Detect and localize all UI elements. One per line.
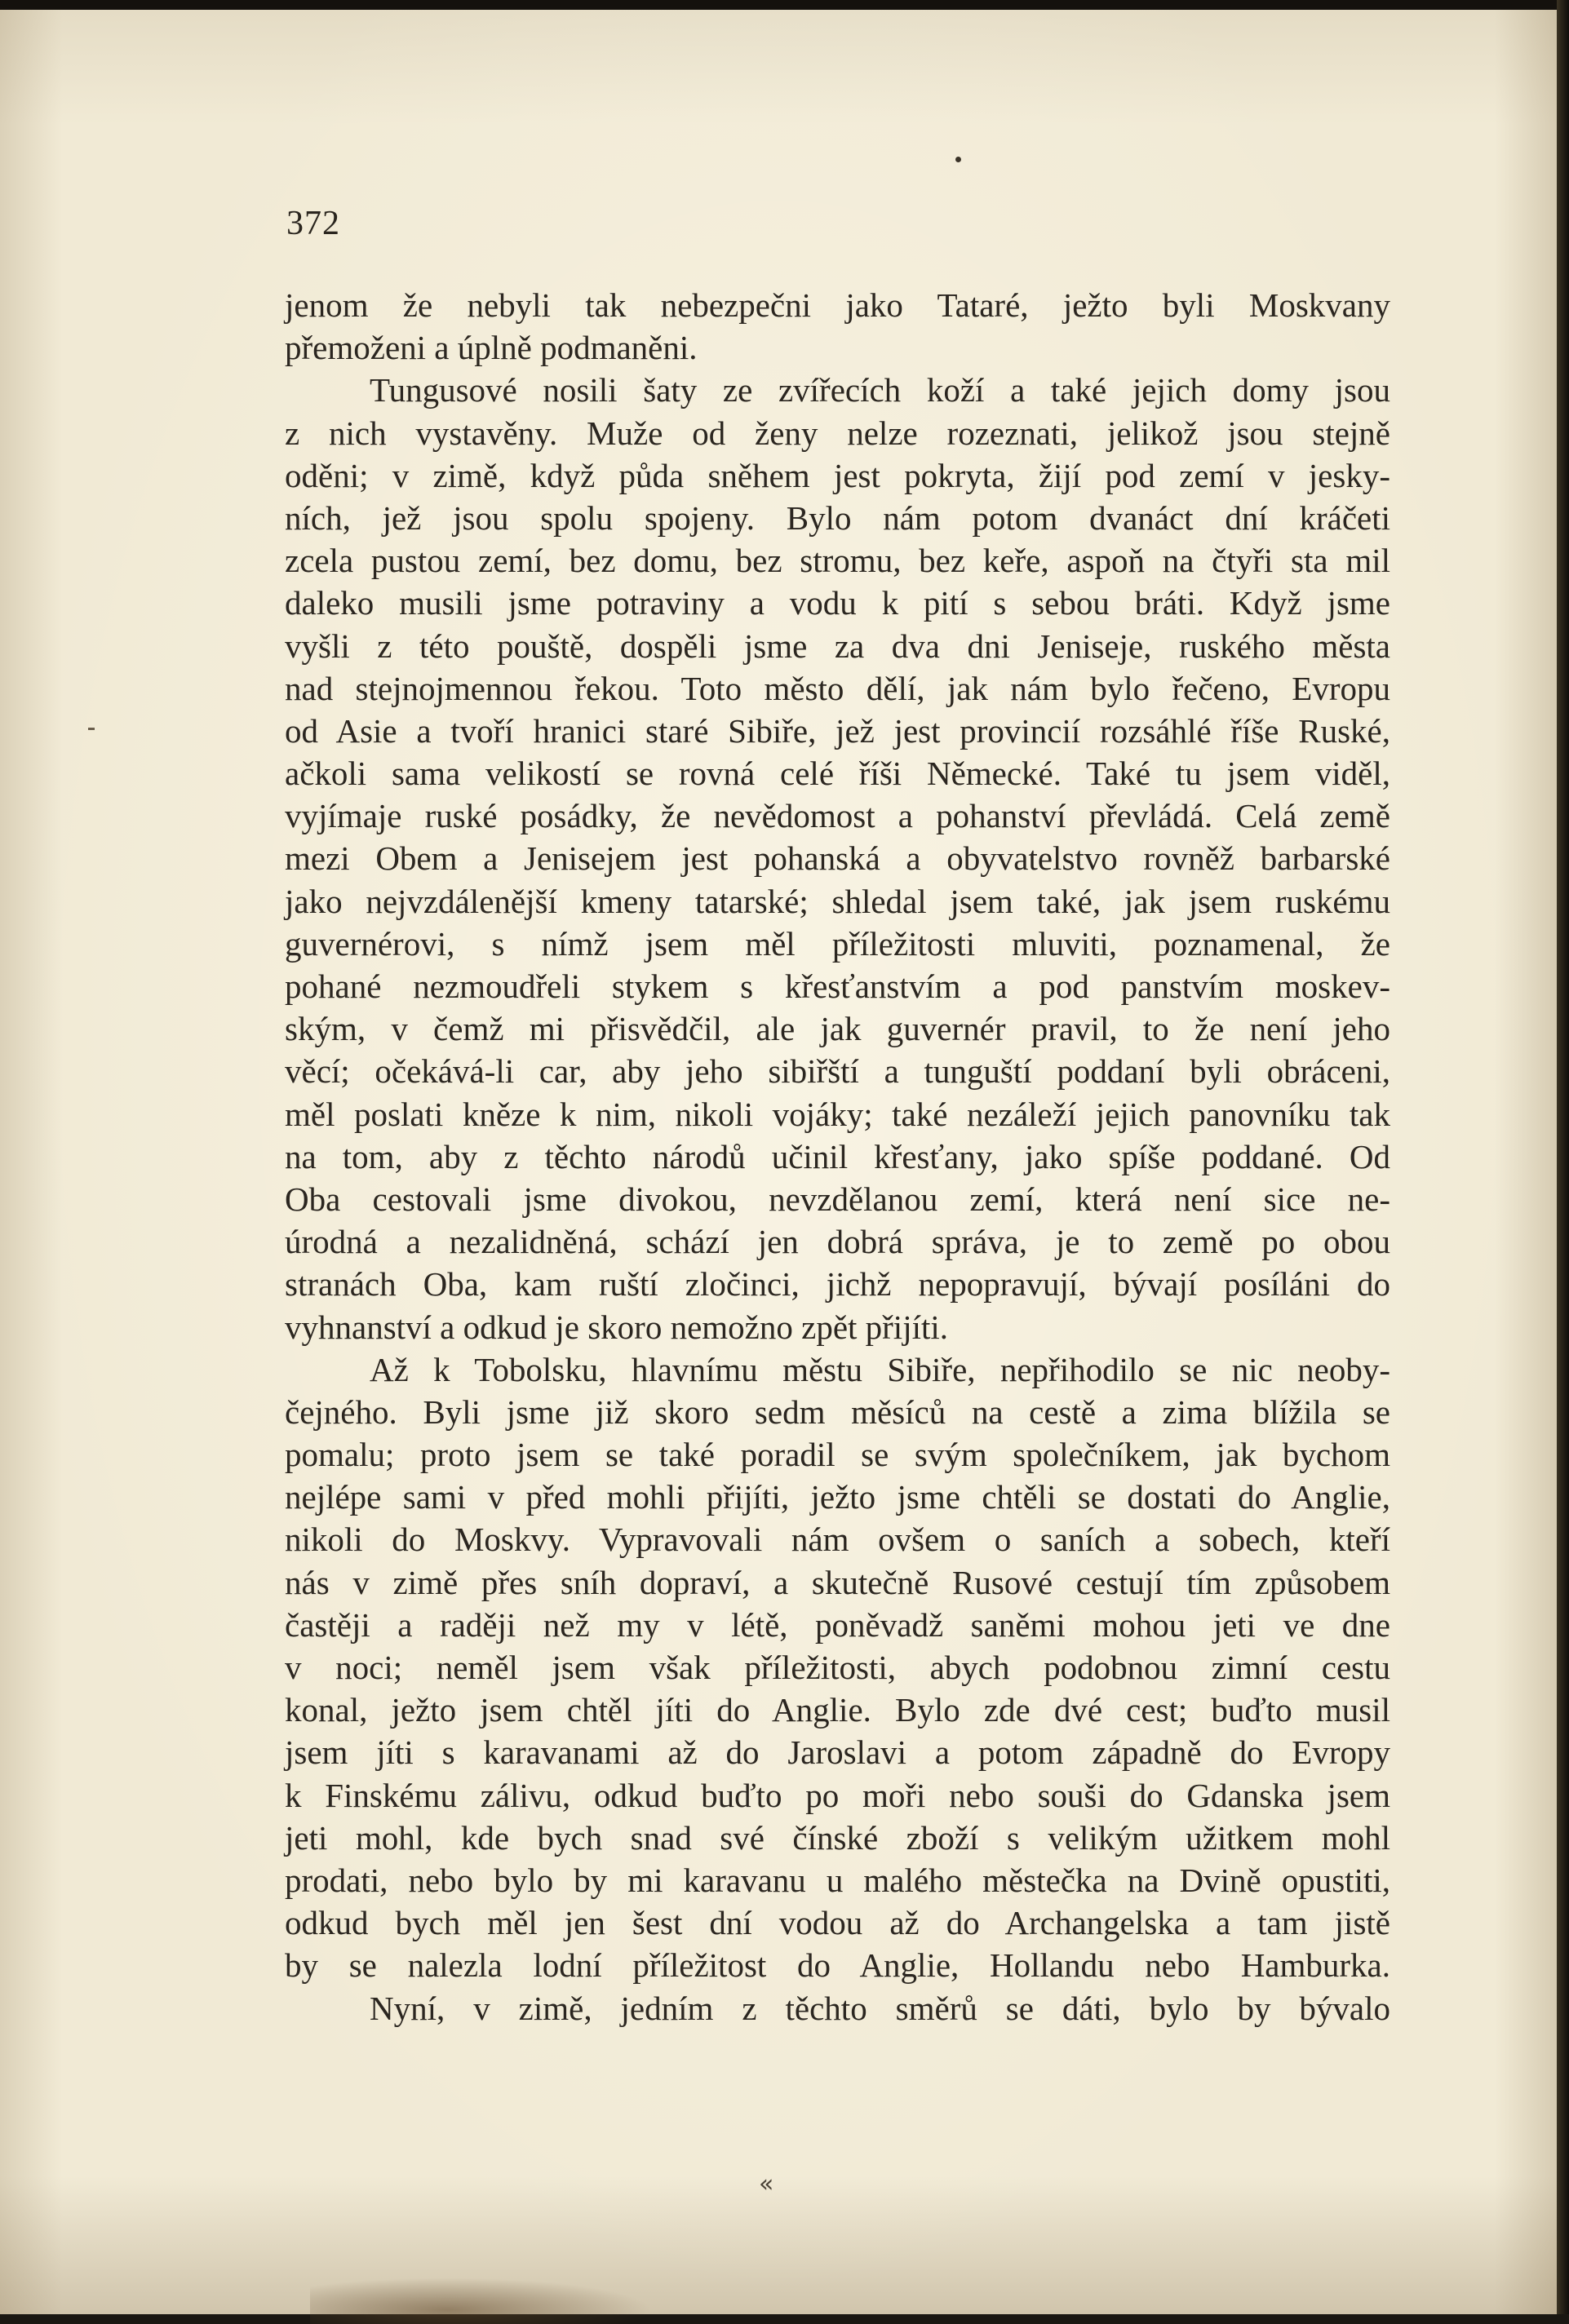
text-line: čejného. Byli jsme již skoro sedm měsíců na cestě a zima blížila se xyxy=(285,1392,1390,1431)
text-line: Až k Tobolsku, hlavnímu městu Sibiře, nepřihodilo se nic neoby- xyxy=(370,1350,1390,1388)
text-line: jako nejvzdálenější kmeny tatarské; shledal jsem také, jak jsem ruskému xyxy=(285,882,1390,920)
body-text xyxy=(285,284,1390,2030)
text-line: nejlépe sami v před mohli přijíti, ježto jsme chtěli se dostati do Anglie, xyxy=(285,1478,1390,1516)
text-line: z nich vystavěny. Muže od ženy nelze rozeznati, jelikož jsou stejně xyxy=(285,414,1390,452)
text-line: mezi Obem a Jenisejem jest pohanská a obyvatelstvo rovněž barbarské xyxy=(285,839,1390,878)
text-line: prodati, nebo bylo by mi karavanu u malého městečka na Dvině opustiti, xyxy=(285,1861,1390,1899)
book-page xyxy=(0,10,1557,2314)
page-smudge xyxy=(310,2278,653,2324)
scan-top-edge xyxy=(0,0,1569,10)
text-line: oděni; v zimě, když půda sněhem jest pokryta, žijí pod zemí v jesky- xyxy=(285,456,1390,494)
text-line: ským, v čemž mi přisvědčil, ale jak guvernér pravil, to že není jeho xyxy=(285,1010,1390,1048)
signature-mark: « xyxy=(759,2170,774,2198)
page-number: 372 xyxy=(286,205,340,242)
text-line: jsem jíti s karavanami až do Jaroslavi a potom západně do Evropy xyxy=(285,1733,1390,1772)
text-line: k Finskému zálivu, odkud buďto po moři nebo souši do Gdanska jsem xyxy=(285,1776,1390,1814)
text-line: od Asie a tvoří hranici staré Sibiře, jež jest provincií rozsáhlé říše Ruské, xyxy=(285,711,1390,750)
text-line: Tungusové nosili šaty ze zvířecích koží a také jejich domy jsou xyxy=(370,371,1390,409)
text-line: úrodná a nezalidněná, schází jen dobrá správa, je to země po obou xyxy=(285,1223,1390,1261)
text-line: častěji a raději než my v létě, poněvadž saněmi mohou jeti ve dne xyxy=(285,1605,1390,1644)
scan-right-edge xyxy=(1557,0,1569,2314)
text-line: stranách Oba, kam ruští zločinci, jichž nepopravují, bývají posíláni do xyxy=(285,1265,1390,1304)
text-line: zcela pustou zemí, bez domu, bez stromu, bez keře, aspoň na čtyři sta mil xyxy=(285,542,1390,580)
text-line: přemoženi a úplně podmaněni. xyxy=(285,329,698,367)
text-line: ních, jež jsou spolu spojeny. Bylo nám potom dvanáct dní kráčeti xyxy=(285,498,1390,537)
text-line: pohané nezmoudřeli stykem s křesťanstvím a pod panstvím moskev- xyxy=(285,967,1390,1005)
ink-speck-left xyxy=(88,728,95,730)
text-line: ačkoli sama velikostí se rovná celé říši Německé. Také tu jsem viděl, xyxy=(285,755,1390,793)
text-line: vyšli z této pouště, dospěli jsme za dva dni Jeniseje, ruského města xyxy=(285,626,1390,665)
text-line: konal, ježto jsem chtěl jíti do Anglie. Bylo zde dvé cest; buďto musil xyxy=(285,1691,1390,1729)
ink-speck xyxy=(955,157,961,162)
text-line: guvernérovi, s nímž jsem měl příležitosti mluviti, poznamenal, že xyxy=(285,924,1390,963)
text-line: odkud bych měl jen šest dní vodou až do Archangelska a tam jistě xyxy=(285,1904,1390,1942)
text-line: vyjímaje ruské posádky, že nevědomost a pohanství převládá. Celá země xyxy=(285,797,1390,835)
text-line: věcí; očekává-li car, aby jeho sibiřští a tunguští poddaní byli obráceni, xyxy=(285,1052,1390,1091)
text-line: daleko musili jsme potraviny a vodu k pití s sebou bráti. Když jsme xyxy=(285,584,1390,622)
text-line: nad stejnojmennou řekou. Toto město dělí, jak nám bylo řečeno, Evropu xyxy=(285,669,1390,707)
text-line: vyhnanství a odkud je skoro nemožno zpět přijíti. xyxy=(285,1308,949,1346)
text-line: v noci; neměl jsem však příležitosti, abych podobnou zimní cestu xyxy=(285,1649,1390,1686)
text-line: pomalu; proto jsem se také poradil se svým společníkem, jak bychom xyxy=(285,1436,1390,1474)
text-line: nás v zimě přes sníh dopraví, a skutečně Rusové cestují tím způsobem xyxy=(285,1563,1390,1601)
text-line: jenom že nebyli tak nebezpečni jako Tataré, ježto byli Moskvany xyxy=(285,286,1390,324)
text-line: jeti mohl, kde bych snad své čínské zboží s velikým užitkem mohl xyxy=(285,1818,1390,1857)
text-line: Oba cestovali jsme divokou, nevzdělanou zemí, která není sice ne- xyxy=(285,1180,1390,1218)
text-line: měl poslati kněze k nim, nikoli vojáky; také nezáleží jejich panovníku tak xyxy=(285,1095,1390,1133)
text-line: na tom, aby z těchto národů učinil křesťany, jako spíše poddané. Od xyxy=(285,1137,1390,1175)
text-line: nikoli do Moskvy. Vypravovali nám ovšem o saních a sobech, kteří xyxy=(285,1521,1390,1559)
text-line: by se nalezla lodní příležitost do Anglie, Hollandu nebo Hamburka. xyxy=(285,1946,1390,1985)
text-line: Nyní, v zimě, jedním z těchto směrů se dáti, bylo by bývalo xyxy=(370,1989,1390,2027)
